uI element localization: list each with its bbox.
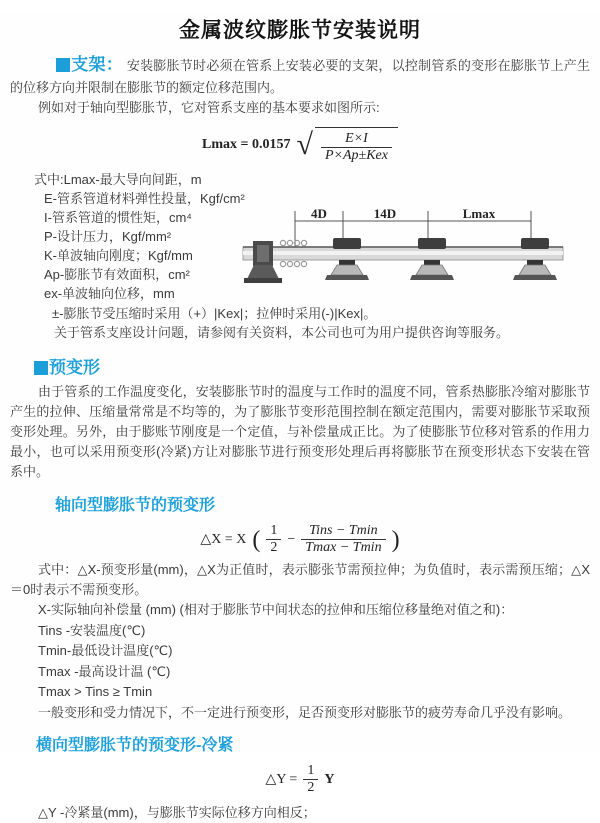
support-paragraph [10,52,590,98]
pipe [243,247,563,260]
support-section-heading: 支架： [71,55,123,74]
document-page [0,14,600,821]
lmax-formula [0,127,600,164]
parameter-line: Tmin-最低设计温度(℃) [38,643,173,659]
temperature-numerator: Tins − Tmin [301,523,385,540]
dx-explanation-text: 式中：△X-预变形量(mm)，△X为正值时，表示膨张节需预拉伸；为负值时，表示需预压缩；△X＝0时表示不需预变形。 [10,562,590,597]
predeform-body-text: 由于管系的工作温度变化，安装膨胀节时的温度与工作时的温度不同，管系热膨胀冷缩对膨胀节产生的拉伸、压缩量常常是不均等的，为了膨胀节变形范围控制在额定范围内，需要对膨胀节采取预变形处理。另外，由于膨账节刚度是一个定值，与补偿量成正比。为了使膨胀节位移对管系的作用力最小，也可以采用预变形(冷紧)方让对膨胀节进行预变形处理后再将膨胀节在预变形状态下安装在管系中。 [10,383,590,480]
support-note-text: 关于管系支座设计问题，请参阅有关资料，本公司也可为用户提供咨询等服务。 [54,325,510,341]
one-half-fraction [266,523,281,556]
lmax-fraction-denominator: P×Ap±Kex [324,147,388,163]
parameter-line: 一般变形和受力情况下，不一定进行预变形，足否预变形对膨胀节的疲劳寿命几乎没有影响。 [38,704,572,720]
definition-item: ex-单波轴向位移，mm [44,286,175,302]
dy-half-denominator: 2 [307,780,315,796]
kex-sign-rule-text: ±-膨胀节受压缩时采用（+）|Kex|；拉伸时采用(-)|Kex|。 [52,305,377,321]
axial-predeform-title: 轴向型膨胀节的预变形 [55,497,216,515]
dim-label-lmax: Lmax [462,206,496,221]
lateral-predeform-title: 横向型膨胀节的预变形-冷紧 [36,737,234,755]
dy-definition-text: △Y -冷紧量(mm)，与膨胀节实际位移方向相反； [38,805,316,821]
definition-item: K-单波轴向刚度；Kgf/mm [44,248,193,264]
dy-half-numerator: 1 [303,763,318,780]
definition-item: 式中:Lmax-最大导向间距，m [34,171,202,187]
dimension-lines [295,211,531,247]
section-marker-icon [56,58,70,72]
support-example-text: 例如对于轴向型膨胀节，它对管系支座的基本要求如图所示: [38,100,380,116]
close-paren: ) [391,526,400,553]
open-paren: ( [252,526,261,553]
parameter-line: Tins -安装温度(℃) [38,622,146,638]
section-marker-icon [34,361,48,375]
half-numerator: 1 [266,523,281,540]
dim-label-4d: 4D [311,206,327,221]
dy-formula-rhs: Y [324,771,335,787]
lmax-formula-lhs: Lmax = 0.0157 [202,137,291,153]
temperature-fraction [301,523,385,556]
dx-formula-lhs: △X = X [200,532,247,548]
parameter-line: Tmax > Tins ≥ Tmin [38,684,153,700]
lmax-fraction [321,131,392,164]
lateral-predeform-formula [0,763,600,796]
lmax-fraction-numerator: E×I [321,131,392,148]
definition-item: I-管系管道的惯性矩，cm⁴ [44,210,192,226]
pipe-support-diagram-svg [243,207,595,303]
predeform-section-heading: 预变形 [49,357,100,377]
support-intro-text: 安装膨胀节时必须在管系上安装必要的支架，以控制管系的变形在膨胀节上产生的位移方向并限制在膨胀节的额定位移范围内。 [10,58,590,96]
radical-body [315,127,398,164]
axial-predeform-formula [0,523,600,556]
definition-item: P-设计压力，Kgf/mm² [44,229,172,245]
minus-sign: − [287,531,296,547]
dim-label-14d: 14D [373,206,397,221]
parameter-line: Tmax -最高设计温 (℃) [38,663,171,679]
dy-one-half-fraction [303,763,318,796]
page-title: 金属波纹膨胀节安装说明 [179,19,421,42]
temperature-denominator: Tmax − Tmin [305,540,382,556]
definition-item: E-管系管道材料弹性投量，Kgf/cm² [44,190,245,206]
parameter-line: X-实际轴向补偿量 (mm) (相对于膨胀节中间状态的拉伸和压缩位移量绝对值之和)： [38,602,514,618]
definition-item: Ap-膨胀节有效面积，cm² [44,267,190,283]
axial-parameter-list [38,601,590,722]
predeform-section-heading-row [34,353,590,378]
radical-sign: √ [296,128,313,162]
pipe-support-diagram [243,207,595,303]
dy-formula-lhs: △Y = [265,772,298,788]
half-denominator: 2 [270,540,278,556]
